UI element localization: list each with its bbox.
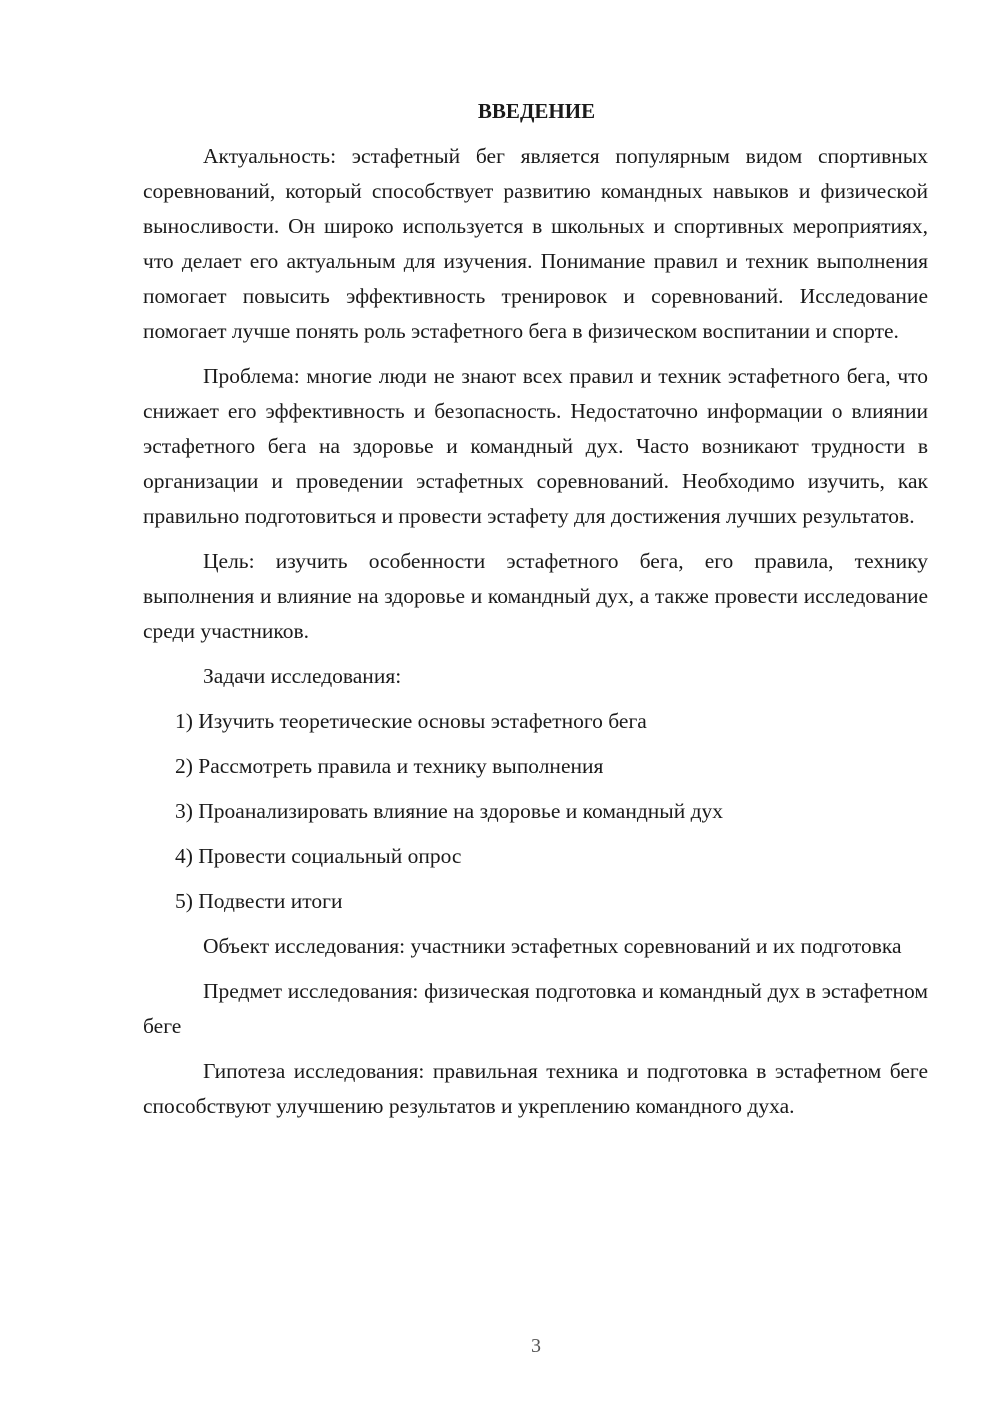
object-paragraph: Объект исследования: участники эстафетных соревнований и их подготовка bbox=[203, 934, 902, 958]
page-content bbox=[143, 96, 928, 1134]
task-item-1: 1) Изучить теоретические основы эстафетного бега bbox=[175, 709, 647, 733]
tasks-title: Задачи исследования: bbox=[203, 664, 402, 688]
problem-paragraph: Проблема: многие люди не знают всех правил и техник эстафетного бега, что снижает его эффективность и безопасность. Недостаточно информации о влиянии эстафетного бега на здоровье и командный дух. Часто возникают трудности в организации и проведении эстафетных соревнований. Необходимо изучить, как правильно подготовиться и провести эстафету для достижения лучших результатов. bbox=[143, 364, 928, 528]
task-item-2: 2) Рассмотреть правила и технику выполнения bbox=[175, 754, 604, 778]
task-item-4: 4) Провести социальный опрос bbox=[175, 844, 462, 868]
tasks-list bbox=[143, 704, 928, 919]
section-heading: ВВЕДЕНИЕ bbox=[477, 99, 596, 123]
task-item-5: 5) Подвести итоги bbox=[175, 889, 343, 913]
relevance-paragraph: Актуальность: эстафетный бег является популярным видом спортивных соревнований, который способствует развитию командных навыков и физической выносливости. Он широко используется в школьных и спортивных мероприятиях, что делает его актуальным для изучения. Понимание правил и техник выполнения помогает повысить эффективность тренировок и соревнований. Исследование помогает лучше понять роль эстафетного бега в физическом воспитании и спорте. bbox=[143, 144, 928, 343]
page-number: 3 bbox=[531, 1335, 541, 1357]
subject-paragraph: Предмет исследования: физическая подготовка и командный дух в эстафетном беге bbox=[143, 979, 928, 1038]
task-item-3: 3) Проанализировать влияние на здоровье и командный дух bbox=[175, 799, 724, 823]
hypothesis-paragraph: Гипотеза исследования: правильная техника и подготовка в эстафетном беге способствуют улучшению результатов и укреплению командного духа. bbox=[143, 1059, 928, 1118]
goal-paragraph: Цель: изучить особенности эстафетного бега, его правила, технику выполнения и влияние на здоровье и командный дух, а также провести исследование среди участников. bbox=[143, 549, 928, 643]
